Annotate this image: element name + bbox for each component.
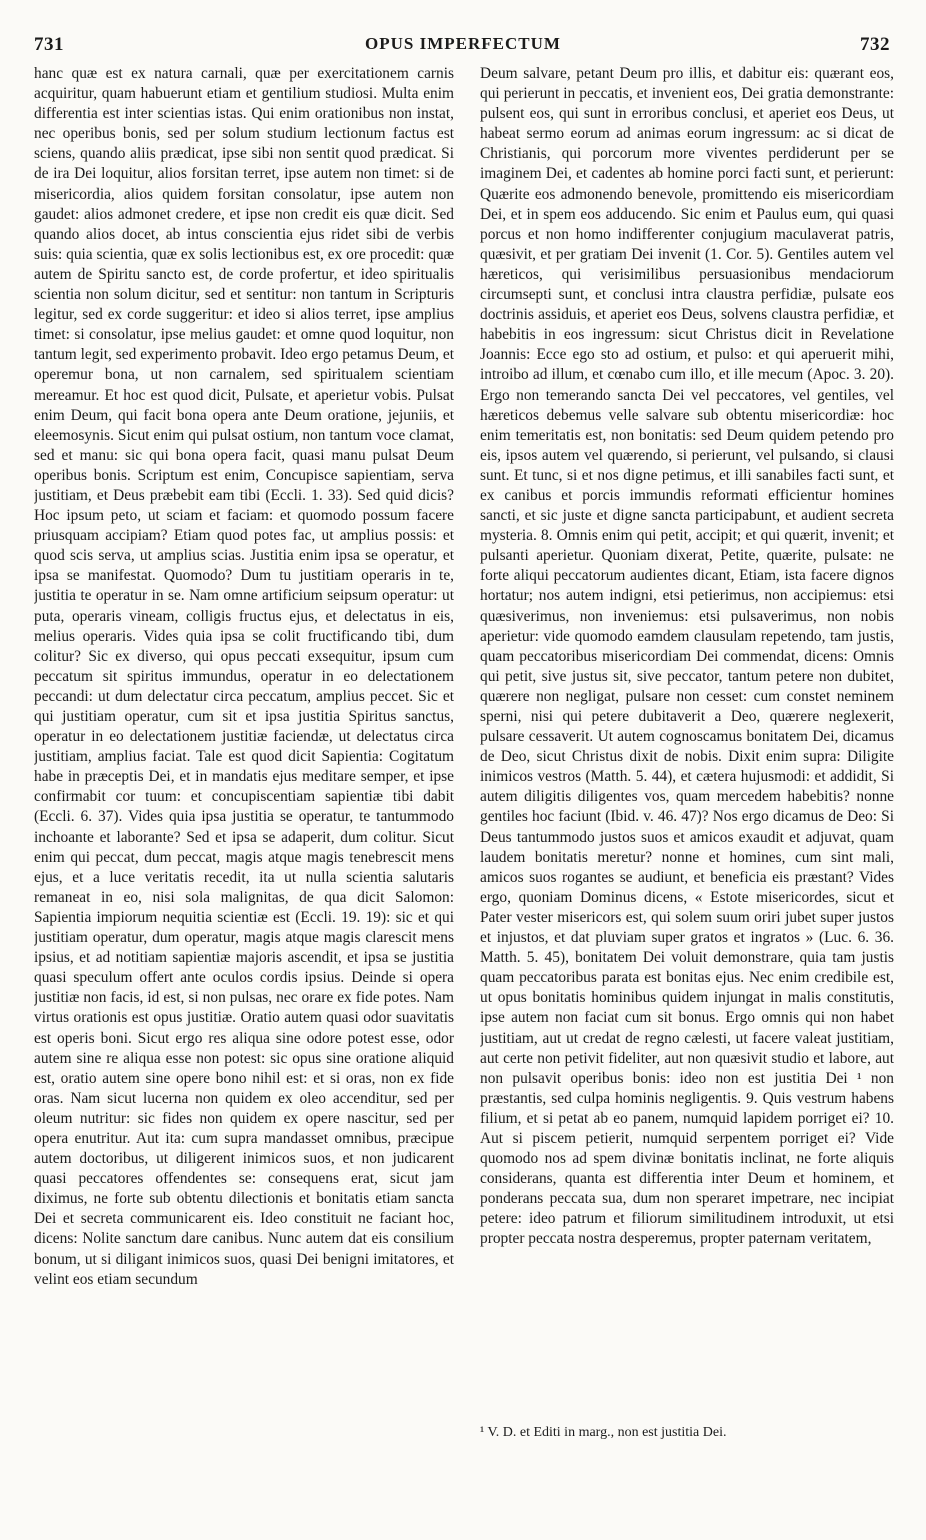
page-number-left: 731 xyxy=(34,34,64,55)
footnote-text: ¹ V. D. et Editi in marg., non est justitia Dei. xyxy=(480,1425,727,1440)
text-column-left xyxy=(34,64,454,1484)
text-column-right xyxy=(480,64,894,1416)
left-column-text: hanc quæ est ex natura carnali, quæ per exercitationem carnis acquiritur, quam habuerunt etiam et gentilium studiosi. Multa enim differentia est inter scientias istas. Qui enim orationibus non instat, nec operibus bonis, sed per solum studium lectionum factus est sciens, quando aliis prædicat, ipse sibi non sentit quod prædicat. Si de ira Dei loquitur, alios forsitan terret, ipse autem non timet: si de misericordia, alios quidem forsitan consolatur, ipse autem non gaudet: alios admonet credere, et ipse non credit eis quæ dicit. Sed quando alios docet, ab intus conscientia ejus ridet sibi de verbis suis: quia scientia, quæ ex solis lectionibus est, ex ore procedit: quæ autem de Spiritu sancto est, de corde profertur, et ideo spiritualis scientia non solum dicitur, sed et sentitur: non tantum in Scripturis legitur, sed ex corde suggeritur: et ideo si alios terret, ipse amplius timet: si consolatur, ipse melius gaudet: et omne quod loquitur, non tantum legit, sed experimento probavit. Ideo ergo petamus Deum, et operemur bona, ut non carnalem, sed spiritualem scientiam mereamur. Et hoc est quod dicit, Pulsate, et aperietur vobis. Pulsat enim Deum, qui facit bona opera ante Deum oratione, jejuniis, et eleemosynis. Sicut enim qui pulsat ostium, non tantum voce clamat, sed et manu: sic qui bona opera facit, quasi manu pulsat Deum operibus bonis. Scriptum est enim, Concupisce sapientiam, serva justitiam, et Deus præbebit eam tibi (Eccli. 1. 33). Sed quid dicis? Hoc ipsum peto, ut sciam et faciam: et quomodo possum facere priusquam accipiam? Etiam quod potes fac, ut amplius possis: et quod scis serva, ut amplius scias. Justitia enim ipsa se operatur, et ipsa se manifestat. Quomodo? Dum tu justitiam operaris in te, justitia te operatur in se. Nam omne artificium seipsum operatur: ut puta, operaris vineam, colligis fructus ejus, et delectatus in eis, melius operaris. Vides quia ipsa se colit fructificando tibi, dum colitur? Sic ex diverso, qui opus peccati exsequitur, ipsum cum peccatum sit spiritus immundus, operatur in eo delectationem peccandi: ut dum delectatur circa peccatum, amplius peccet. Sic et qui justitiam operatur, cum sit et ipsa justitia Spiritus sanctus, operatur in eo delectationem justitiæ faciendæ, ut delectatus circa justitiam, amplius faciat. Tale est quod dicit Sapientia: Cogitatum habe in præceptis Dei, et in mandatis ejus meditare semper, et ipse confirmabit cor tuum: et concupiscentiam sapientiæ tibi dabit (Eccli. 6. 37). Vides quia ipsa justitia se operatur, te tantummodo inchoante et laborante? Sed et ipsa se adaperit, dum colitur. Sicut enim qui peccat, dum peccat, magis atque magis tenebrescit mens ejus, et a luce veritatis recedit, ita ut nulla scientia salutaris remaneat in eo, nisi sola malignitas, de qua dicit Salomon: Sapientia impiorum nequitia scientiæ est (Eccli. 19. 19): sic et qui justitiam operatur, dum operatur, magis atque magis clarescit mens ipsius, et ad notitiam sapientiæ majoris ascendit, et ipsa se justitia quasi speculum offert ante oculos cordis ipsius. Deinde si opera justitiæ non facis, id est, si non pulsas, nec orare ex fide potes. Nam virtus orationis est opus justitiæ. Oratio autem quasi odor suavitatis est operis boni. Sicut ergo res aliqua sine odore potest esse, odor autem sine re aliqua esse non potest: sic opus sine oratione aliquid est, oratio autem sine opere bono nihil est: et si oras, non ex fide oras. Nam sicut lucerna non quidem ex oleo accenditur, sed per oleum nutritur: sic fides non quidem ex opere nascitur, sed per opera enutritur. Aut ita: cum supra mandasset omnibus, præcipue autem doctoribus, ut diligerent inimicos suos, et non judicarent quasi peccatores offendentes se: consequens erat, sicut jam diximus, ne forte sub obtentu dilectionis et bonitatis etiam sancta Dei et secreta communicarent eis. Ideo constituit ne faciant hoc, dicens: Nolite sanctum dare canibus. Nunc autem dat eis consilium bonum, ut si diligant inimicos suos, quasi Dei benigni imitatores, et velint eos etiam secundum xyxy=(34,65,454,1288)
running-title: OPUS IMPERFECTUM xyxy=(365,34,561,53)
right-column-text: Deum salvare, petant Deum pro illis, et dabitur eis: quærant eos, qui perierunt in peccatis, et invenient eos, Dei gratia demonstrante: pulsent eos, qui sunt in erroribus conclusi, et aperiet eos Deus, ut habeat sermo eorum ad animas eorum ingressum: ac si dicat de Christianis, qui porcorum more viventes perdiderunt per se imaginem Dei, et cadentes ab homine porci facti sunt, et perierunt: Quærite eos admonendo benevole, promittendo eis misericordiam Dei, et in spem eos adducendo. Sic enim et Paulus eum, qui quasi porcus et non homo indifferenter conjugium maculaverat patris, quæsivit, et per gratiam Dei invenit (1. Cor. 5). Gentiles autem vel hæreticos, qui verisimilibus persuasionibus mendaciorum circumsepti sunt, et conclusi intra claustra perfidiæ, pulsate eos doctrinis assiduis, et aperiet eos Deus, solvens claustra perfidiæ, et habebitis in eos ingressum: sicut Christus dicit in Revelatione Joannis: Ecce ego sto ad ostium, et pulso: et qui aperuerit mihi, introibo ad illum, et cœnabo cum illo, et ille mecum (Apoc. 3. 20). Ergo non temerando sancta Dei vel peccatores, vel gentiles, vel hæreticos debemus velle salvare sub obtentu misericordiæ: hoc enim temeritatis est, non bonitatis: sed Deum quidem petendo pro eis, ipsos autem vel quærendo, si perierunt, vel pulsando, si clausi sunt. Et tunc, si et nos digne petimus, et illi sanabiles facti sunt, et ex canibus et porcis immundis reformati efficientur homines sancti, et sic juste et digne sancta participabunt, et audient secreta mysteria. 8. Omnis enim qui petit, accipit; et qui quærit, invenit; et pulsanti aperietur. Quoniam dixerat, Petite, quærite, pulsate: ne forte aliqui peccatorum audientes dicant, Etiam, ista facere dignos hortatur; nos autem indigni, etsi petierimus, non accipiemus: etsi quæsiverimus, non inveniemus: etsi pulsaverimus, non nobis aperietur: vide quomodo eamdem clausulam repetendo, tam justis, quam peccatoribus misericordiam Dei commendat, dicens: Omnis qui petit, sive justus sit, sive peccator, tantum petere non dubitet, quærere non negligat, pulsare non cesset: cum constet neminem sperni, nisi qui petere dubitaverit a Deo, quærere neglexerit, pulsare cessaverit. Ut autem cognoscamus bonitatem Dei, dicamus de Deo, sicut Christus dixit de nobis. Dixit enim supra: Diligite inimicos vestros (Matth. 5. 44), et cætera hujusmodi: et addidit, Si autem diligitis diligentes vos, quam mercedem habebitis? nonne gentiles hoc faciunt (Ibid. v. 46. 47)? Nos ergo dicamus de Deo: Si Deus tantummodo justos suos et amicos exaudit et adjuvat, quam laudem bonitatis meretur? nonne et homines, cum sint mali, amicos suos rogantes se audiunt, et beneficia eis præstant? Vides ergo, quoniam Dominus dicens, « Estote misericordes, sicut et Pater vester misericors est, qui solem suum oriri jubet super justos et injustos, et dat pluviam super gratos et ingratos » (Luc. 6. 36. Matth. 5. 45), bonitatem Dei voluit demonstrare, quia tam justis quam peccatoribus parata est bonitas ejus. Nec enim credibile est, ut opus bonitatis hominibus quidem injungat in malis constitutis, ipse autem non faciat cum sit bonus. Ergo omnis qui non habet justitiam, aut ut credat de regno cælesti, ut facere valeat justitiam, aut certe non petivit fideliter, aut non quæsivit studio et labore, aut non pulsavit operibus bonis: ideo non est justitia Dei ¹ non præstantis, sed culpa hominis negligentis. 9. Quis vestrum habens filium, et si petat ab eo panem, numquid lapidem porriget ei? 10. Aut si piscem petierit, numquid serpentem porriget ei? Vide quomodo nos ad spem divinæ bonitatis inclinat, ne forte aliquis considerans, quanta est differentia inter Deum et hominem, et ponderans peccata sua, dum non speraret impetrare, nec incipiat petere: ideo patrum et filiorum similitudinem introduxit, ut etsi propter peccata nostra desperemus, propter paternam veritatem, xyxy=(480,65,894,1248)
footnote xyxy=(480,1424,894,1442)
running-header xyxy=(32,34,894,58)
page-number-right: 732 xyxy=(860,34,890,55)
